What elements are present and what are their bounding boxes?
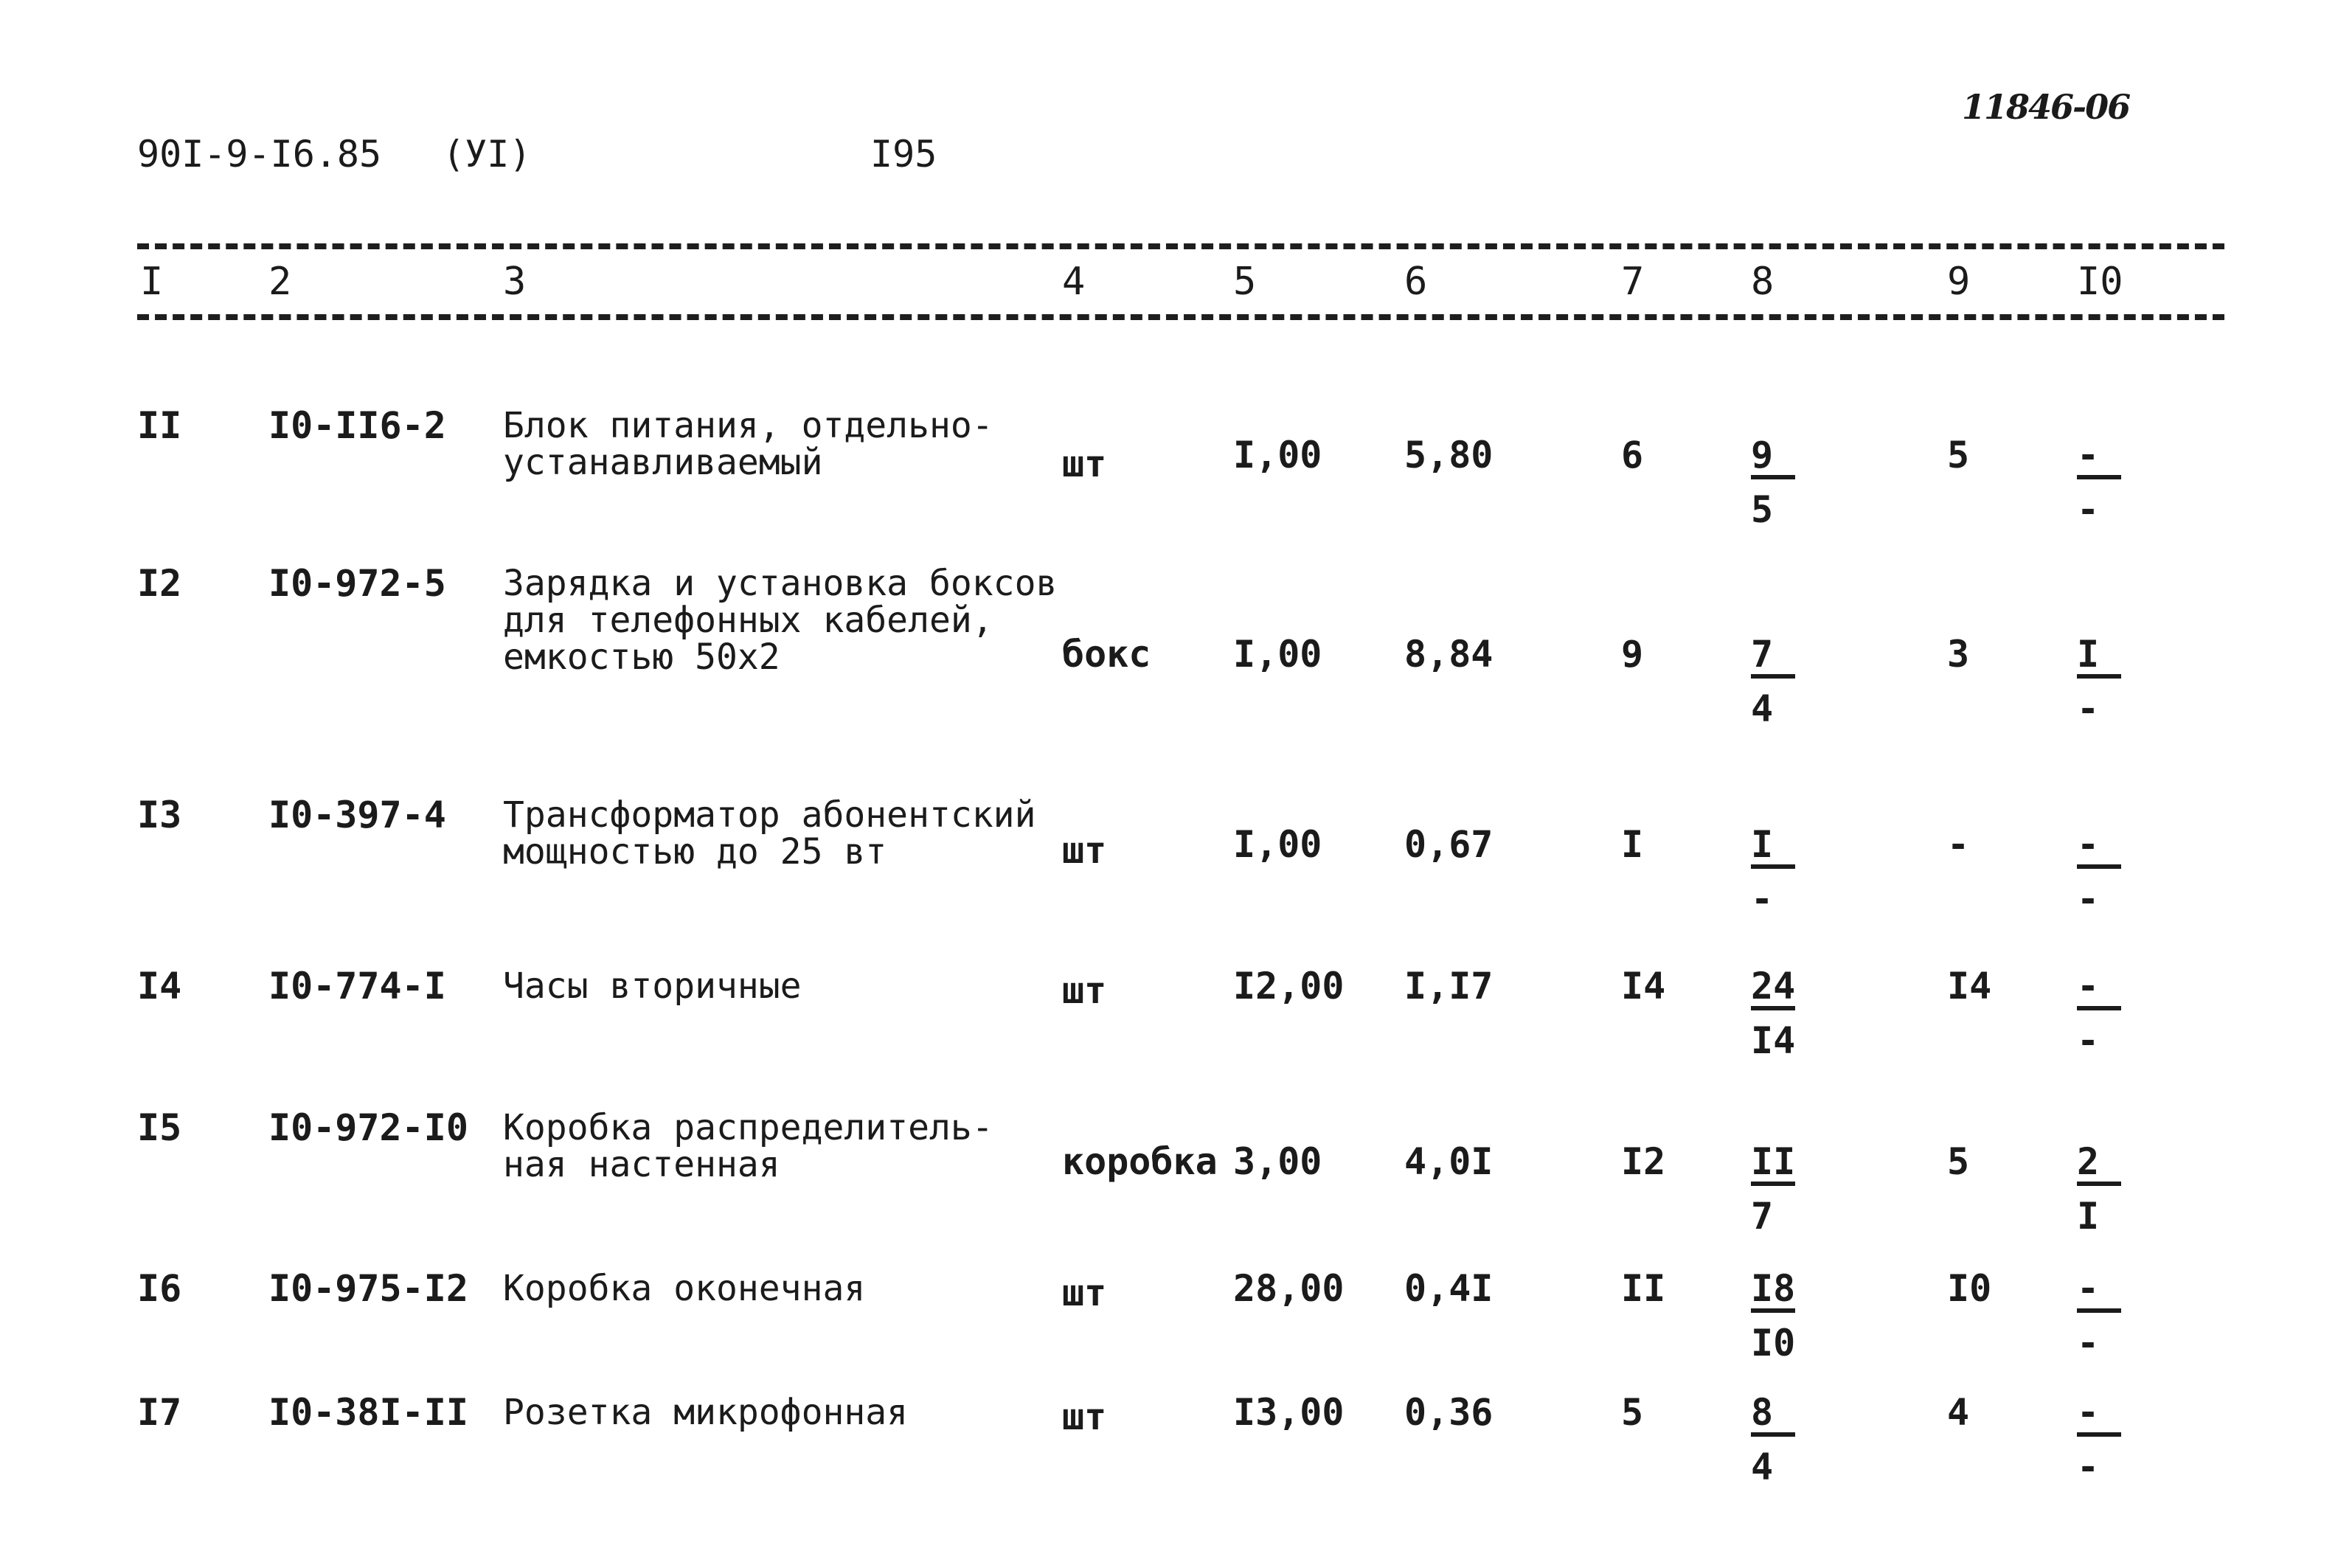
header-rule-bottom [137, 314, 2224, 320]
colhead-5: 5 [1233, 260, 1257, 304]
unit: шт [1062, 829, 1107, 872]
column-9-value: 3 [1947, 633, 1970, 676]
colhead-6: 6 [1404, 260, 1428, 304]
column-7-value: II [1621, 1267, 1666, 1310]
column-7-value: I2 [1621, 1140, 1666, 1183]
work-description: Часы вторичные [503, 965, 802, 1007]
volume-label: (УI) [443, 133, 532, 176]
quantity: 3,00 [1233, 1140, 1322, 1183]
row-number: I5 [137, 1106, 182, 1149]
colhead-9: 9 [1947, 260, 1971, 304]
rate: 0,67 [1404, 823, 1494, 866]
column-7-value: 9 [1621, 633, 1644, 676]
column-10-fraction: - - [2077, 826, 2121, 917]
column-9-value: I4 [1947, 965, 1992, 1007]
colhead-1: I [140, 260, 164, 304]
quantity: I,00 [1233, 633, 1322, 676]
quantity: I3,00 [1233, 1391, 1345, 1434]
column-8-fraction: $\frac{24}{I4}$ [1751, 965, 1796, 1062]
rate: 4,0I [1404, 1140, 1494, 1183]
handwritten-note: 11846-06 [1962, 87, 2130, 127]
norm-code: I0-972-I0 [268, 1106, 468, 1149]
header-rule-top [137, 243, 2224, 249]
norm-code: I0-38I-II [268, 1391, 468, 1434]
column-8-fraction: $\frac{I8}{I0}$ [1751, 1267, 1796, 1364]
work-description: Трансформатор абонентский мощностью до 25 вт [503, 794, 1036, 873]
column-10-fraction: - - [2077, 437, 2121, 528]
column-9-value: 5 [1947, 1140, 1970, 1183]
column-10-fraction: - - [2077, 1270, 2121, 1361]
rate: 0,4I [1404, 1267, 1494, 1310]
colhead-8: 8 [1751, 260, 1775, 304]
rate: 8,84 [1404, 633, 1494, 676]
rate: 5,80 [1404, 434, 1494, 476]
row-number: II [137, 404, 182, 447]
row-number: I2 [137, 562, 182, 605]
unit: шт [1062, 1395, 1107, 1438]
colhead-3: 3 [503, 260, 527, 304]
work-description: Зарядка и установка боксов для телефонных кабелей, емкостью 50х2 [503, 563, 1058, 678]
column-10-fraction: $\frac{2}{I}$ [2077, 1143, 2121, 1235]
row-number: I6 [137, 1267, 182, 1310]
work-description: Розетка микрофонная [503, 1392, 909, 1433]
work-description: Блок питания, отдельно- устанавливаемый [503, 405, 993, 483]
norm-code: I0-975-I2 [268, 1267, 468, 1310]
work-description: Коробка распределитель- ная настенная [503, 1107, 993, 1185]
colhead-2: 2 [268, 260, 292, 304]
quantity: 28,00 [1233, 1267, 1345, 1310]
quantity: I,00 [1233, 823, 1322, 866]
row-number: I3 [137, 794, 182, 836]
unit: шт [1062, 443, 1107, 485]
column-10-fraction: I - [2077, 636, 2121, 727]
row-number: I7 [137, 1391, 182, 1434]
row-number: I4 [137, 965, 182, 1007]
column-10-fraction: - - [2077, 968, 2121, 1059]
column-9-value: 4 [1947, 1391, 1970, 1434]
column-10-fraction: - - [2077, 1394, 2121, 1485]
rate: I,I7 [1404, 965, 1494, 1007]
column-8-fraction: I - [1751, 826, 1795, 917]
column-8-fraction: $\frac{9}{5}$ [1751, 437, 1795, 528]
column-7-value: I [1621, 823, 1644, 866]
unit: бокс [1062, 633, 1151, 676]
colhead-10: I0 [2077, 260, 2123, 304]
work-description: Коробка оконечная [503, 1268, 866, 1309]
column-8-fraction: $\frac{7}{4}$ [1751, 636, 1795, 727]
norm-code: I0-774-I [268, 965, 446, 1007]
norm-code: I0-397-4 [268, 794, 446, 836]
column-9-value: 5 [1947, 434, 1970, 476]
document-code: 90I-9-I6.85 [137, 133, 382, 176]
colhead-4: 4 [1062, 260, 1086, 304]
column-8-fraction: $\frac{8}{4}$ [1751, 1394, 1795, 1485]
column-7-value: 5 [1621, 1391, 1644, 1434]
page-number: I95 [870, 133, 937, 176]
column-7-value: 6 [1621, 434, 1644, 476]
unit: шт [1062, 1272, 1107, 1314]
quantity: I2,00 [1233, 965, 1345, 1007]
colhead-7: 7 [1621, 260, 1645, 304]
column-8-fraction: $\frac{II}{7}$ [1751, 1140, 1796, 1238]
column-9-value: - [1947, 823, 1970, 866]
unit: шт [1062, 969, 1107, 1012]
column-7-value: I4 [1621, 965, 1666, 1007]
rate: 0,36 [1404, 1391, 1494, 1434]
unit: коробка [1062, 1140, 1218, 1183]
norm-code: I0-972-5 [268, 562, 446, 605]
norm-code: I0-II6-2 [268, 404, 446, 447]
column-9-value: I0 [1947, 1267, 1992, 1310]
quantity: I,00 [1233, 434, 1322, 476]
